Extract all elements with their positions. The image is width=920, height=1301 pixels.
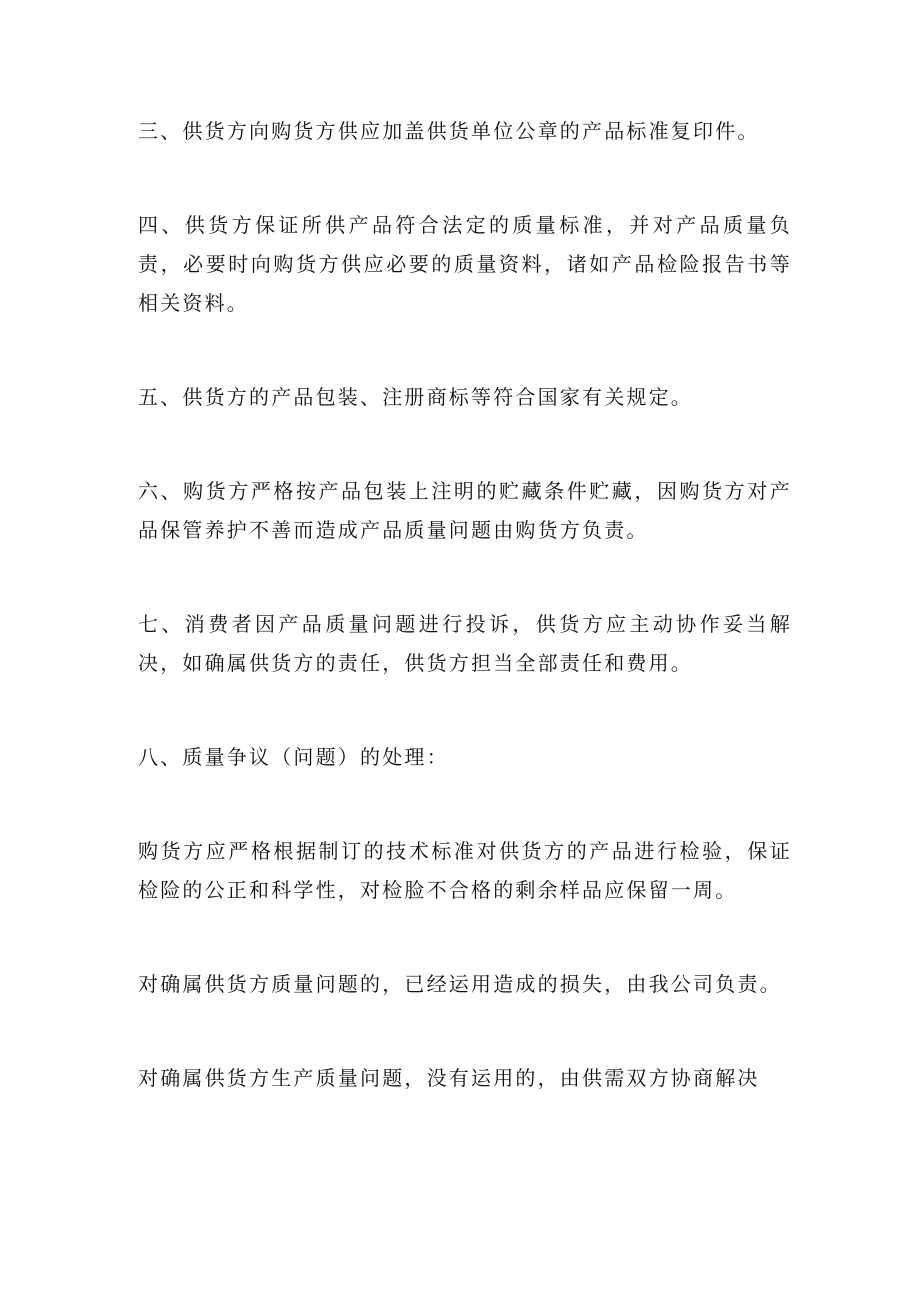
clause-8-used-loss: 对确属供货方质量问题的，已经运用造成的损失，由我公司负责。	[138, 972, 782, 996]
clause-6: 六、购货方严格按产品包装上注明的贮藏条件贮藏，因购货方对产品保管养护不善而造成产品质量问题由购货方负责。	[138, 479, 792, 542]
clause-8-inspection: 购货方应严格根据制订的技术标准对供货方的产品进行检验，保证检险的公正和科学性，对检脸不合格的剩余样品应保留一周。	[138, 839, 792, 902]
document-body	[138, 112, 792, 1098]
clause-3: 三、供货方向购货方供应加盖供货单位公章的产品标准复印件。	[138, 119, 760, 143]
clause-4: 四、供货方保证所供产品符合法定的质量标准，并对产品质量负责，必要时向购货方供应必要的质量资料，诸如产品检险报告书等相关资料。	[138, 213, 792, 315]
clause-8-heading: 八、质量争议（问题）的处理：	[138, 745, 449, 769]
clause-7: 七、消费者因产品质量问题进行投诉，供货方应主动协作妥当解决，如确属供货方的责任，供货方担当全部责任和费用。	[138, 612, 792, 675]
clause-8-unused-negotiation: 对确属供货方生产质量问题，没有运用的，由供需双方协商解决	[138, 1066, 760, 1090]
clause-5: 五、供货方的产品包装、注册商标等符合国家有关规定。	[138, 385, 693, 409]
